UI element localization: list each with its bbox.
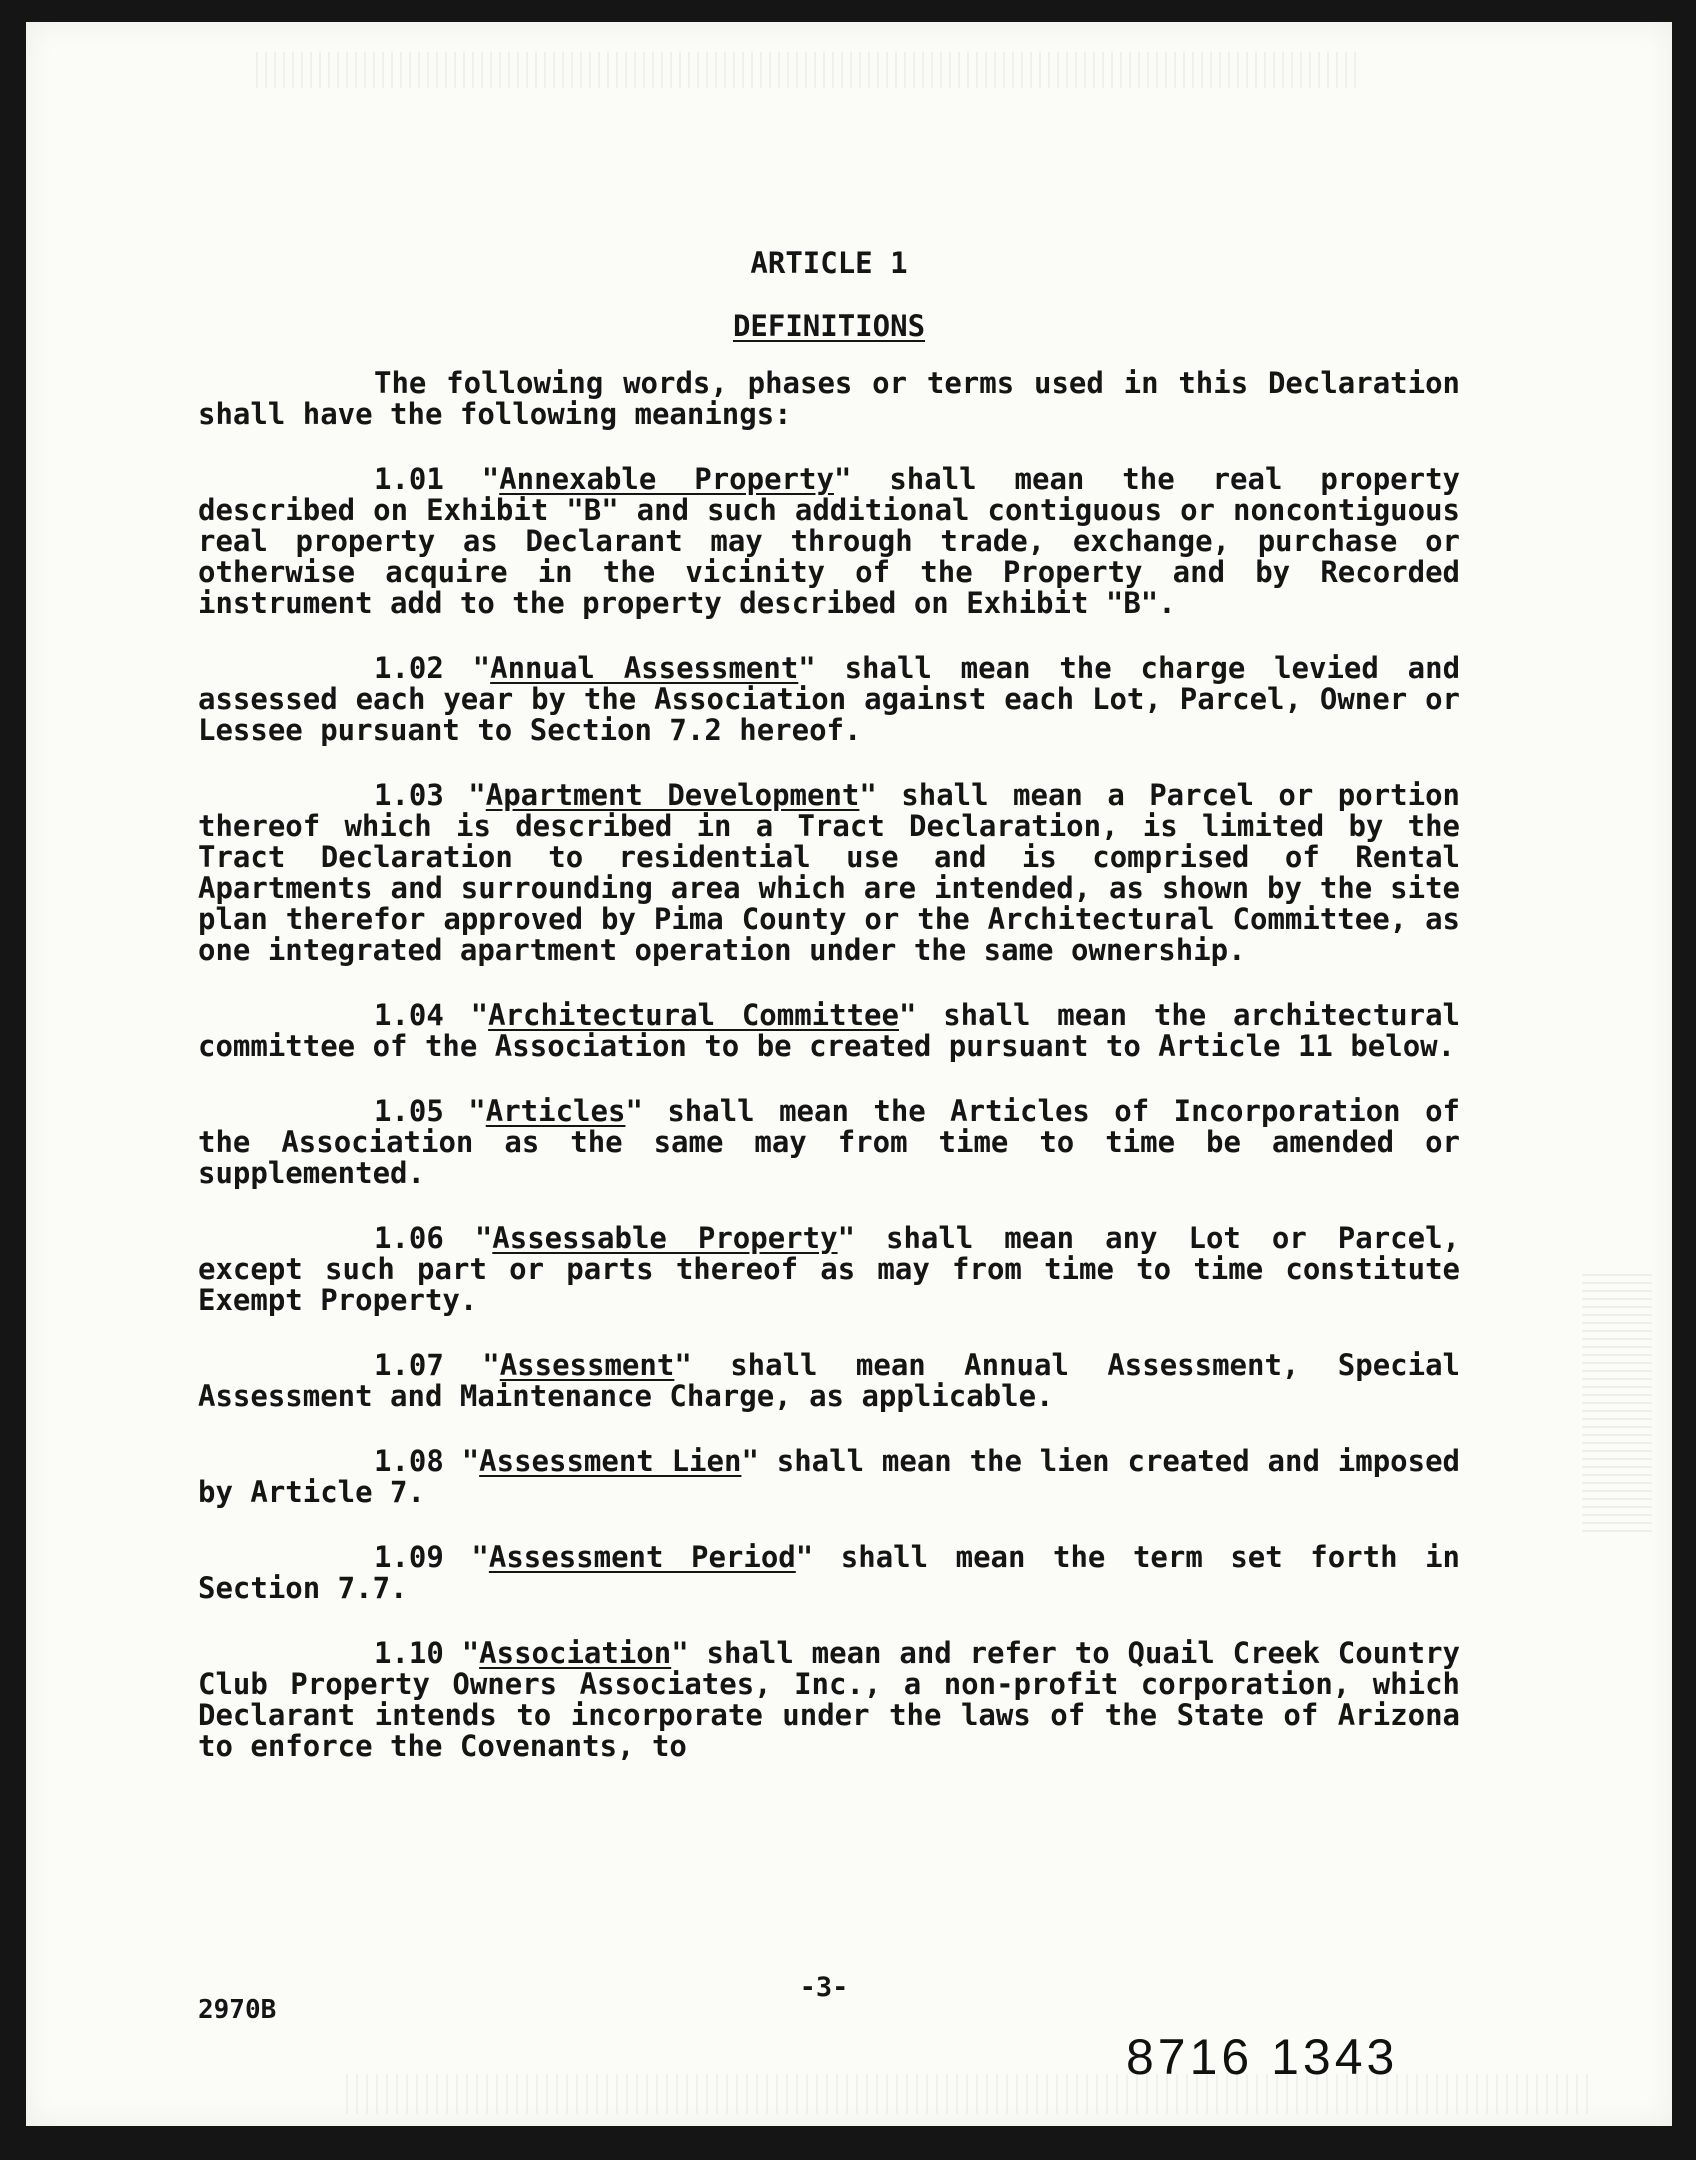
definition-term: Articles — [485, 1094, 626, 1128]
definition-number: 1.10 — [374, 1636, 444, 1670]
definition-text: shall mean Annual Assessment, Special Assessment and Maintenance Charge, as applicable. — [198, 1348, 1460, 1413]
definition-number: 1.06 — [374, 1221, 444, 1255]
definition-paragraph: 1.04 "Architectural Committee" shall mean the architectural committee of the Association to be created pursuant to Article 11 below. — [198, 998, 1460, 1063]
section-heading: DEFINITIONS — [732, 309, 926, 343]
definition-text: shall mean the Articles of Incorporation of the Association as the same may from time to time be amended or supplemented. — [198, 1094, 1460, 1190]
definition-text: shall mean a Parcel or portion thereof which is described in a Tract Declaration, is limited by the Tract Declaration to residential use and is comprised of Rental Apartments and surrounding area which are intended, as shown by the site plan therefor approved by Pima County or the Architectural Committee, as one integrated apartment operation under the same ownership. — [198, 778, 1460, 967]
definition-term: Assessment — [499, 1348, 675, 1382]
definition-number: 1.01 — [374, 462, 444, 496]
scan-noise-right — [1582, 1272, 1652, 1532]
definition-text: shall mean the real property described on Exhibit "B" and such additional contiguous or noncontiguous real property as Declarant may through trade, exchange, purchase or otherwise acquire in the vicinity of the Property and by Recorded instrument add to the property described on Exhibit "B". — [198, 462, 1460, 620]
definition-text: shall mean the lien created and imposed by Article 7. — [198, 1444, 1460, 1509]
article-title: ARTICLE 1 — [750, 246, 908, 280]
definition-text: shall mean and refer to Quail Creek Country Club Property Owners Associates, Inc., a non-profit corporation, which Declarant intends to incorporate under the laws of the State of Arizona to enforce the Covenants, to — [198, 1636, 1460, 1763]
definition-number: 1.02 — [374, 651, 444, 685]
definition-paragraph: 1.09 "Assessment Period" shall mean the term set forth in Section 7.7. — [198, 1540, 1461, 1605]
definition-term: Annexable Property — [499, 462, 834, 496]
definition-number: 1.07 — [374, 1348, 444, 1382]
definition-number: 1.05 — [374, 1094, 444, 1128]
definition-paragraph: 1.03 "Apartment Development" shall mean a Parcel or portion thereof which is described in a Tract Declaration, is limited by the Tract Declaration to residential use and is comprised of Rental Apartments and surrounding area which are intended, as shown by the site plan therefor approved by Pima County or the Architectural Committee, as one integrated apartment operation under the same ownership. — [198, 778, 1460, 967]
document-code: 2970B — [198, 1995, 277, 2025]
definition-text: shall mean the term set forth in Section 7.7. — [198, 1540, 1461, 1605]
definition-number: 1.08 — [374, 1444, 444, 1478]
definition-paragraph: 1.06 "Assessable Property" shall mean any Lot or Parcel, except such part or parts thereof as may from time to time constitute Exempt Property. — [198, 1221, 1460, 1317]
definition-number: 1.03 — [374, 778, 444, 812]
definition-term: Annual Assessment — [490, 651, 799, 685]
definition-paragraph: 1.07 "Assessment" shall mean Annual Assessment, Special Assessment and Maintenance Charge, as applicable. — [198, 1348, 1460, 1413]
definition-paragraph: 1.05 "Articles" shall mean the Articles of Incorporation of the Association as the same may from time to time be amended or supplemented. — [198, 1094, 1460, 1190]
definition-paragraph: 1.10 "Association" shall mean and refer to Quail Creek Country Club Property Owners Associates, Inc., a non-profit corporation, which Declarant intends to incorporate under the laws of the State of Arizona to enforce the Covenants, to — [198, 1636, 1460, 1763]
definition-term: Apartment Development — [485, 778, 860, 812]
definition-paragraph: 1.02 "Annual Assessment" shall mean the charge levied and assessed each year by the Association against each Lot, Parcel, Owner or Lessee pursuant to Section 7.2 hereof. — [198, 651, 1461, 747]
intro-paragraph: The following words, phases or terms used in this Declaration shall have the following meanings: — [198, 366, 1460, 431]
definition-text: shall mean the charge levied and assessed each year by the Association against each Lot, Parcel, Owner or Lessee pursuant to Section 7.2 hereof. — [198, 651, 1461, 747]
definition-term: Assessable Property — [492, 1221, 838, 1255]
definition-number: 1.04 — [374, 998, 444, 1032]
page-number: -3- — [799, 1972, 849, 2003]
definition-paragraph: 1.08 "Assessment Lien" shall mean the lien created and imposed by Article 7. — [198, 1444, 1460, 1509]
recording-number: 8716 1343 — [1126, 2029, 1399, 2085]
definition-paragraph: 1.01 "Annexable Property" shall mean the real property described on Exhibit "B" and such additional contiguous or noncontiguous real property as Declarant may through trade, exchange, purchase or otherwise acquire in the vicinity of the Property and by Recorded instrument add to the property described on Exhibit "B". — [198, 462, 1460, 620]
definition-text: shall mean the architectural committee of the Association to be created pursuant to Article 11 below. — [198, 998, 1460, 1063]
definition-term: Association — [479, 1636, 672, 1670]
scan-noise-bottom — [346, 2074, 1596, 2114]
definition-term: Assessment Period — [488, 1540, 796, 1574]
definition-number: 1.09 — [374, 1540, 444, 1574]
document-content — [198, 248, 1460, 1796]
definition-term: Architectural Committee — [488, 998, 899, 1032]
scan-noise-top — [256, 52, 1356, 88]
definition-term: Assessment Lien — [479, 1444, 742, 1478]
definition-text: shall mean any Lot or Parcel, except such part or parts thereof as may from time to time constitute Exempt Property. — [198, 1221, 1460, 1317]
